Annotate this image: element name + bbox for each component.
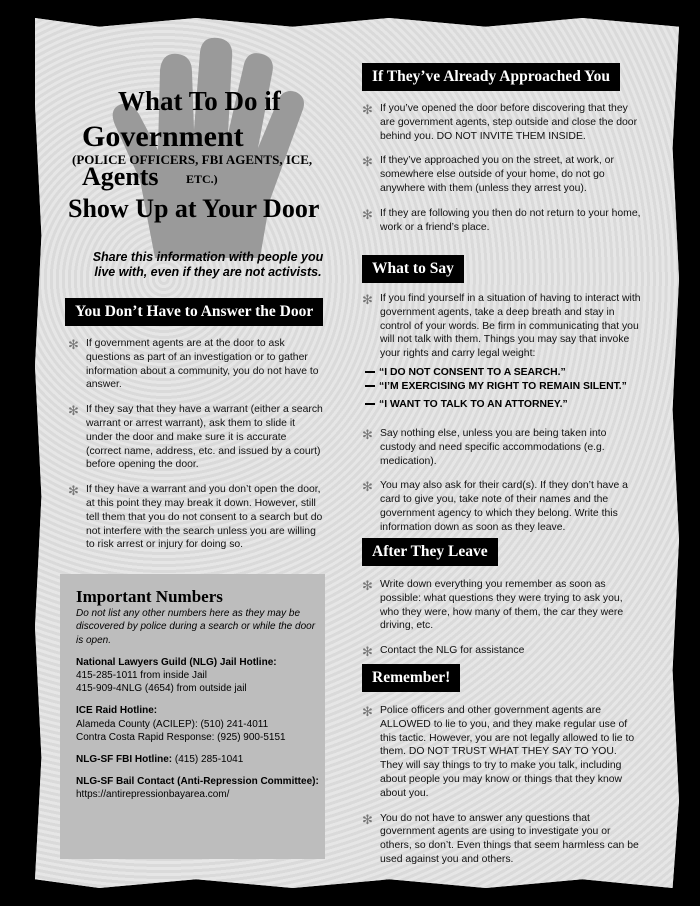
list-item: ✻ Contact the NLG for assistance (362, 644, 525, 660)
asterisk-bullet-icon: ✻ (362, 811, 373, 827)
title-subtitle: (POLICE OFFICERS, FBI AGENTS, ICE, (72, 152, 313, 167)
asterisk-bullet-icon: ✻ (362, 644, 373, 660)
dash-icon (365, 385, 375, 387)
heading-remember: Remember! (362, 664, 460, 692)
list-item: ✻ If government agents are at the door to ask questions as part of an investigation or to gather information about a community, you do not have to answer. (68, 337, 319, 391)
list-item: ✻ If you find yourself in a situation of having to interact with government agents, take a deep breath and stay in control of your words. Be firm in communicating that you will not talk with them. Things you may say that invoke your rights and carry legal weight: (362, 292, 641, 360)
quote-remain-silent: “I’M EXERCISING MY RIGHT TO REMAIN SILENT.” (365, 381, 627, 392)
important-numbers-note: Do not list any other numbers here as they may be discovered by police during a search or while the door is open. (76, 608, 316, 646)
list-item: ✻ If you’ve opened the door before discovering that they are government agents, step outside and close the door behind you. DO NOT INVITE THEM INSIDE. (362, 102, 638, 142)
list-item: ✻ If they have a warrant and you don’t open the door, at this point they may break it down. However, still tell them that you do not consent to a search but do not interfere with the search unless you are willing to risk arrest or injury for doing so. (68, 483, 323, 551)
quote-attorney: “I WANT TO TALK TO AN ATTORNEY.” (365, 399, 568, 410)
list-item: ✻ You do not have to answer any questions that government agents are using to investigate you or others, so don’t. Even things that seem harmless can be used against you and others. (362, 811, 639, 865)
asterisk-bullet-icon: ✻ (362, 479, 373, 495)
title-line-2: Government (82, 120, 244, 153)
quote-no-consent: “I DO NOT CONSENT TO A SEARCH.” (365, 367, 566, 378)
title-etc: ETC.) (186, 172, 218, 186)
heading-no-answer: You Don’t Have to Answer the Door (65, 298, 323, 326)
list-what-to-say (362, 292, 642, 361)
list-item: ✻ Say nothing else, unless you are being taken into custody and need specific accommodations (e.g. medication). (362, 427, 607, 467)
list-item: ✻ If they are following you then do not return to your home, work or a friend’s place. (362, 206, 641, 233)
ice-hotline: ICE Raid Hotline: Alameda County (ACILEP): (510) 241-4011 Contra Costa Rapid Response: (925) 900-5151 (76, 705, 286, 743)
asterisk-bullet-icon: ✻ (362, 578, 373, 593)
asterisk-bullet-icon: ✻ (68, 337, 79, 352)
heading-approached: If They’ve Already Approached You (362, 63, 620, 91)
jail-hotline: National Lawyers Guild (NLG) Jail Hotline: 415-285-1011 from inside Jail 415-909-4NLG (4654) from outside jail (76, 656, 277, 695)
title-line-1: What To Do if (118, 86, 281, 116)
important-numbers-box (60, 574, 325, 859)
title-line-6: Show Up at Your Door (68, 194, 320, 223)
list-approached (362, 102, 642, 234)
asterisk-bullet-icon: ✻ (362, 427, 373, 442)
list-item: ✻ You may also ask for their card(s). If they don’t have a card to give you, take note of their names and the government agency to which they belong. Write this information down as soon as they leave. (362, 479, 628, 533)
list-item: ✻ If they say that they have a warrant (either a search warrant or arrest warrant), ask them to slide it under the door and make sure it is accurate (correct name, address, etc. and issued by a court) before opening the door. (68, 403, 323, 471)
bail-url[interactable]: https://antirepressionbayarea.com/ (76, 789, 230, 801)
list-item: ✻ If they’ve approached you on the street, at work, or somewhere else outside of your home, do not go anywhere with them (unless they arrest you). (362, 154, 614, 194)
list-item: ✻ Write down everything you remember as soon as possible: what questions they were trying to ask you, who they were, how many of them, the car they were driving, etc. (362, 578, 624, 632)
important-numbers-heading: Important Numbers (76, 587, 223, 606)
asterisk-bullet-icon: ✻ (68, 483, 79, 499)
heading-what-to-say: What to Say (362, 255, 464, 283)
share-note: Share this information with people you live with, even if they are not activists. (92, 250, 324, 279)
list-remember (362, 704, 642, 867)
asterisk-bullet-icon: ✻ (362, 154, 373, 170)
asterisk-bullet-icon: ✻ (68, 403, 79, 419)
asterisk-bullet-icon: ✻ (362, 704, 373, 719)
list-after-leave (362, 578, 642, 658)
heading-after-leave: After They Leave (362, 538, 498, 566)
dash-icon (365, 403, 375, 405)
asterisk-bullet-icon: ✻ (362, 206, 373, 222)
bail-contact: NLG-SF Bail Contact (Anti-Repression Committee): https://antirepressionbayarea.com/ (76, 776, 319, 801)
asterisk-bullet-icon: ✻ (362, 292, 373, 307)
list-what-to-say-after (362, 427, 642, 535)
asterisk-bullet-icon: ✻ (362, 102, 373, 117)
title-line-4: Agents (82, 162, 159, 191)
dash-icon (365, 371, 375, 373)
fbi-hotline: NLG-SF FBI Hotline: (415) 285-1041 (76, 754, 244, 766)
list-no-answer (68, 337, 323, 552)
list-item: ✻ Police officers and other government agents are ALLOWED to lie to you, and they make regular use of this tactic. However, you are not legally allowed to lie to them. DO NOT TRUST WHAT THEY SAY TO YOU. They will say things to try to make you talk, including about people you may know or things that they know about you. (362, 704, 635, 799)
